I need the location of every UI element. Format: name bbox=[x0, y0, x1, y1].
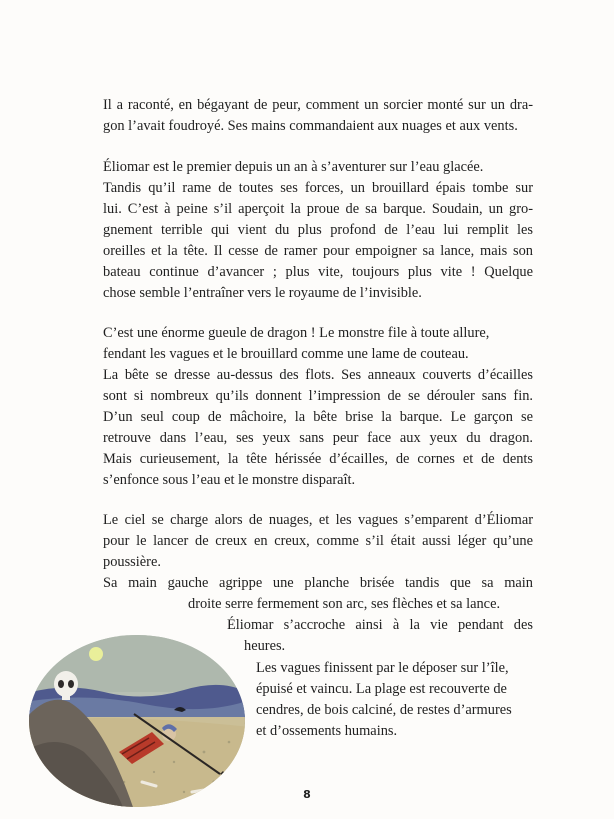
text-line: retrouve dans l’eau, ses yeux sans peur face aux yeux du dragon. bbox=[103, 430, 533, 446]
text-line: poussière. bbox=[103, 554, 161, 570]
text-line: bateau continue d’avancer ; plus vite, toujours plus vite ! Quelque bbox=[103, 264, 533, 280]
page-number: 8 bbox=[303, 788, 311, 801]
paragraph-4 bbox=[103, 510, 533, 573]
text-line: Éliomar s’accroche ainsi à la vie pendant des bbox=[227, 617, 533, 633]
illustration-boy-on-beach bbox=[24, 632, 250, 810]
text-line: gnement terrible qui vient du plus profond de l’eau lui remplit les bbox=[103, 222, 533, 238]
text-line: Sa main gauche agrippe une planche brisée tandis que sa main bbox=[103, 575, 533, 591]
text-line: oreilles et la tête. Il cesse de ramer pour empoigner sa lance, mais son bbox=[103, 243, 533, 259]
text-line: lui. C’est à peine s’il aperçoit la proue de sa barque. Soudain, un gro- bbox=[103, 201, 533, 217]
paragraph-3 bbox=[103, 323, 533, 491]
text-line: gon l’avait foudroyé. Ses mains commandaient aux nuages et aux vents. bbox=[103, 118, 518, 134]
text-line: heures. bbox=[244, 638, 286, 654]
text-line: et d’ossements humains. bbox=[256, 723, 398, 739]
text-line: fendant les vagues et le brouillard comme une lame de couteau. bbox=[103, 346, 469, 362]
text-line: Le ciel se charge alors de nuages, et les vagues s’emparent d’Éliomar bbox=[103, 512, 533, 528]
text-line: La bête se dresse au-dessus des flots. Ses anneaux couverts d’écailles bbox=[103, 367, 533, 383]
text-line: Éliomar est le premier depuis un an à s’aventurer sur l’eau glacée. bbox=[103, 159, 484, 175]
text-line: Les vagues finissent par le déposer sur l’île, bbox=[256, 660, 509, 676]
text-line: Mais curieusement, la tête hérissée d’écailles, de cornes et de dents bbox=[103, 451, 533, 467]
text-line: D’un seul coup de mâchoire, la bête brise la barque. Le garçon se bbox=[103, 409, 533, 425]
text-line: C’est une énorme gueule de dragon ! Le monstre file à toute allure, bbox=[103, 325, 490, 341]
text-line: s’enfonce sous l’eau et le monstre disparaît. bbox=[103, 472, 356, 488]
text-line: sont si nombreux qu’ils donnent l’impression de se dérouler sans fin. bbox=[103, 388, 533, 404]
paragraph-1 bbox=[103, 95, 533, 137]
text-line: Il a raconté, en bégayant de peur, comment un sorcier monté sur un dra- bbox=[103, 97, 533, 113]
text-line: épuisé et vaincu. La plage est recouverte de bbox=[256, 681, 507, 697]
text-line: cendres, de bois calciné, de restes d’armures bbox=[256, 702, 512, 718]
text-line: Tandis qu’il rame de toutes ses forces, un brouillard épais tombe sur bbox=[103, 180, 533, 196]
text-line: pour le lancer de creux en creux, comme s’il était aussi léger qu’une bbox=[103, 533, 533, 549]
paragraph-2 bbox=[103, 157, 533, 304]
text-line: chose semble l’entraîner vers le royaume de l’invisible. bbox=[103, 285, 422, 301]
text-line: droite serre fermement son arc, ses flèches et sa lance. bbox=[188, 596, 501, 612]
